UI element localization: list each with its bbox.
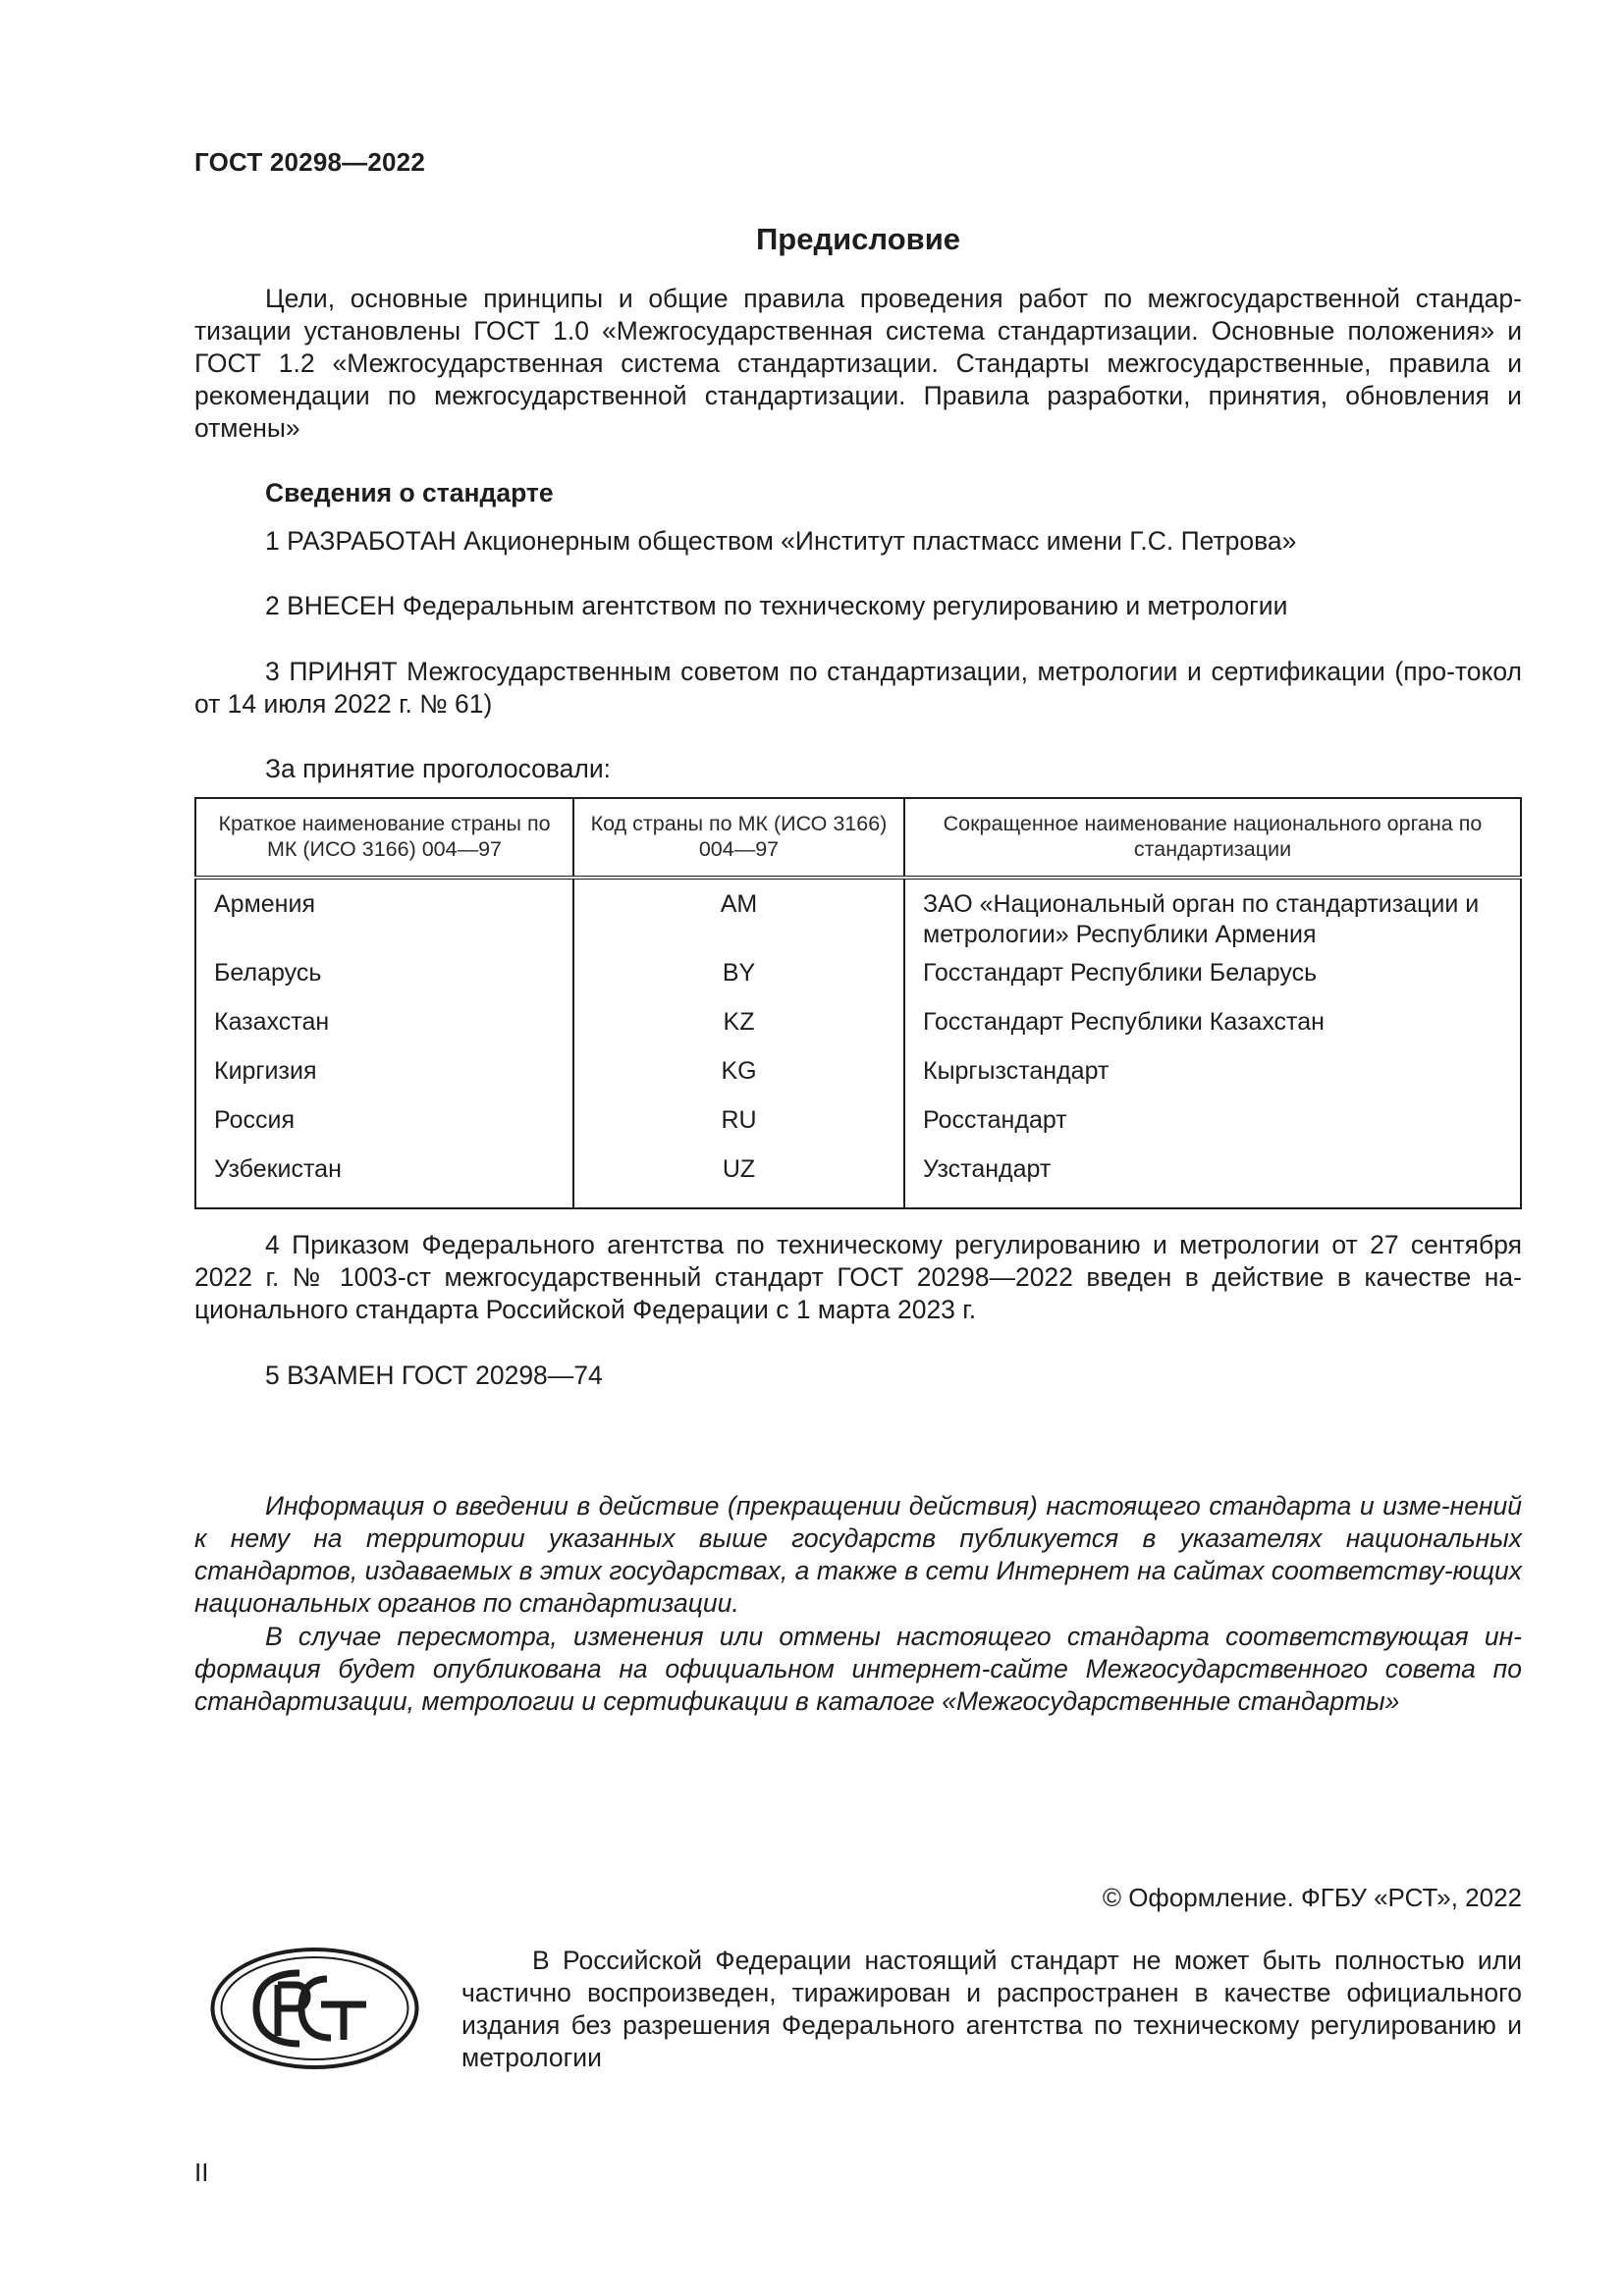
body-cell: Госстандарт Республики Беларусь <box>923 959 1318 987</box>
copyright-notice: © Оформление. ФГБУ «РСТ», 2022 <box>1102 1883 1522 1912</box>
col-header-body: Сокращенное наименование национального органа по стандартизации <box>904 798 1521 878</box>
voting-table <box>194 797 1522 1209</box>
col-header-code: Код страны по МК (ИСО 3166) 004—97 <box>573 798 904 878</box>
country-cell: Казахстан <box>195 1007 573 1056</box>
code-cell: KG <box>573 1056 904 1105</box>
item-1: 1 РАЗРАБОТАН Акционерным обществом «Институт пластмасс имени Г.С. Петрова» <box>265 526 1297 556</box>
legal-notice: В Российской Федерации настоящий стандарт не может быть полностью или частично воспроизведен, тиражирован и распространен в качестве официального издания без разрешения Федерального агентства по техническому регулированию и метрологии <box>461 1946 1522 2072</box>
item-4: 4 Приказом Федерального агентства по техническому регулированию и метрологии от 27 сентября 2022 г. № 1003-ст межгосударственный стандарт ГОСТ 20298—2022 введен в действие в качестве на-ционального стандарта Российской Федерации с 1 марта 2023 г. <box>194 1230 1522 1324</box>
table-row <box>195 1007 1521 1056</box>
code-cell: UZ <box>573 1154 904 1208</box>
body-cell: Кыргызстандарт <box>923 1057 1110 1085</box>
body-cell: Узстандарт <box>923 1155 1052 1183</box>
page-title: Предисловие <box>755 222 960 256</box>
code-cell: AM <box>573 878 904 958</box>
notice-paragraph-1: Информация о введении в действие (прекращении действия) настоящего стандарта и изме-нений к нему на территории указанных выше государств публикуется в указателях национальных стандартов, издаваемых в этих государствах, а также в сети Интернет на сайтах соответству-ющих национальных органов по стандартизации. <box>194 1491 1522 1618</box>
document-id: ГОСТ 20298—2022 <box>194 147 425 177</box>
code-cell: RU <box>573 1105 904 1154</box>
country-cell: Киргизия <box>195 1056 573 1105</box>
table-row <box>195 1105 1521 1154</box>
country-cell: Беларусь <box>195 958 573 1007</box>
item-2: 2 ВНЕСЕН Федеральным агентством по техническому регулированию и метрологии <box>265 591 1288 620</box>
intro-paragraph: Цели, основные принципы и общие правила проведения работ по межгосударственной стандар-тизации установлены ГОСТ 1.0 «Межгосударственная система стандартизации. Основные положения» и ГОСТ 1.2 «Межгосударственная система стандартизации. Стандарты межгосударственные, правила и рекомендации по межгосударственной стандартизации. Правила разработки, принятия, обновления и отмены» <box>194 284 1522 443</box>
country-cell: Россия <box>195 1105 573 1154</box>
country-cell: Армения <box>195 878 573 958</box>
code-cell: BY <box>573 958 904 1007</box>
code-cell: KZ <box>573 1007 904 1056</box>
item-5: 5 ВЗАМЕН ГОСТ 20298—74 <box>265 1361 603 1390</box>
item-3: 3 ПРИНЯТ Межгосударственным советом по стандартизации, метрологии и сертификации (про-токол от 14 июля 2022 г. № 61) <box>194 657 1522 719</box>
body-cell: ЗАО «Национальный орган по стандартизации и метрологии» Республики Армения <box>923 890 1480 948</box>
table-row <box>195 878 1521 958</box>
logo-text: РСТ <box>209 1946 211 1947</box>
table-row <box>195 1056 1521 1105</box>
table-header-row <box>195 798 1521 878</box>
vote-intro: За принятие проголосовали: <box>265 754 612 783</box>
info-heading: Сведения о стандарте <box>265 478 554 507</box>
table-row <box>195 958 1521 1007</box>
country-cell: Узбекистан <box>195 1154 573 1208</box>
col-header-country: Краткое наименование страны по МК (ИСО 3166) 004—97 <box>195 798 573 878</box>
body-cell: Росстандарт <box>923 1106 1067 1134</box>
page-number: II <box>194 2158 209 2187</box>
table-row <box>195 1154 1521 1208</box>
notice-paragraph-2: В случае пересмотра, изменения или отмены настоящего стандарта соответствующая ин-формация будет опубликована на официальном интернет-сайте Межгосударственного совета по стандартизации, метрологии и сертификации в каталоге «Межгосударственные стандарты» <box>194 1622 1522 1716</box>
body-cell: Госстандарт Республики Казахстан <box>923 1008 1325 1036</box>
rst-logo-icon <box>209 1946 420 2071</box>
